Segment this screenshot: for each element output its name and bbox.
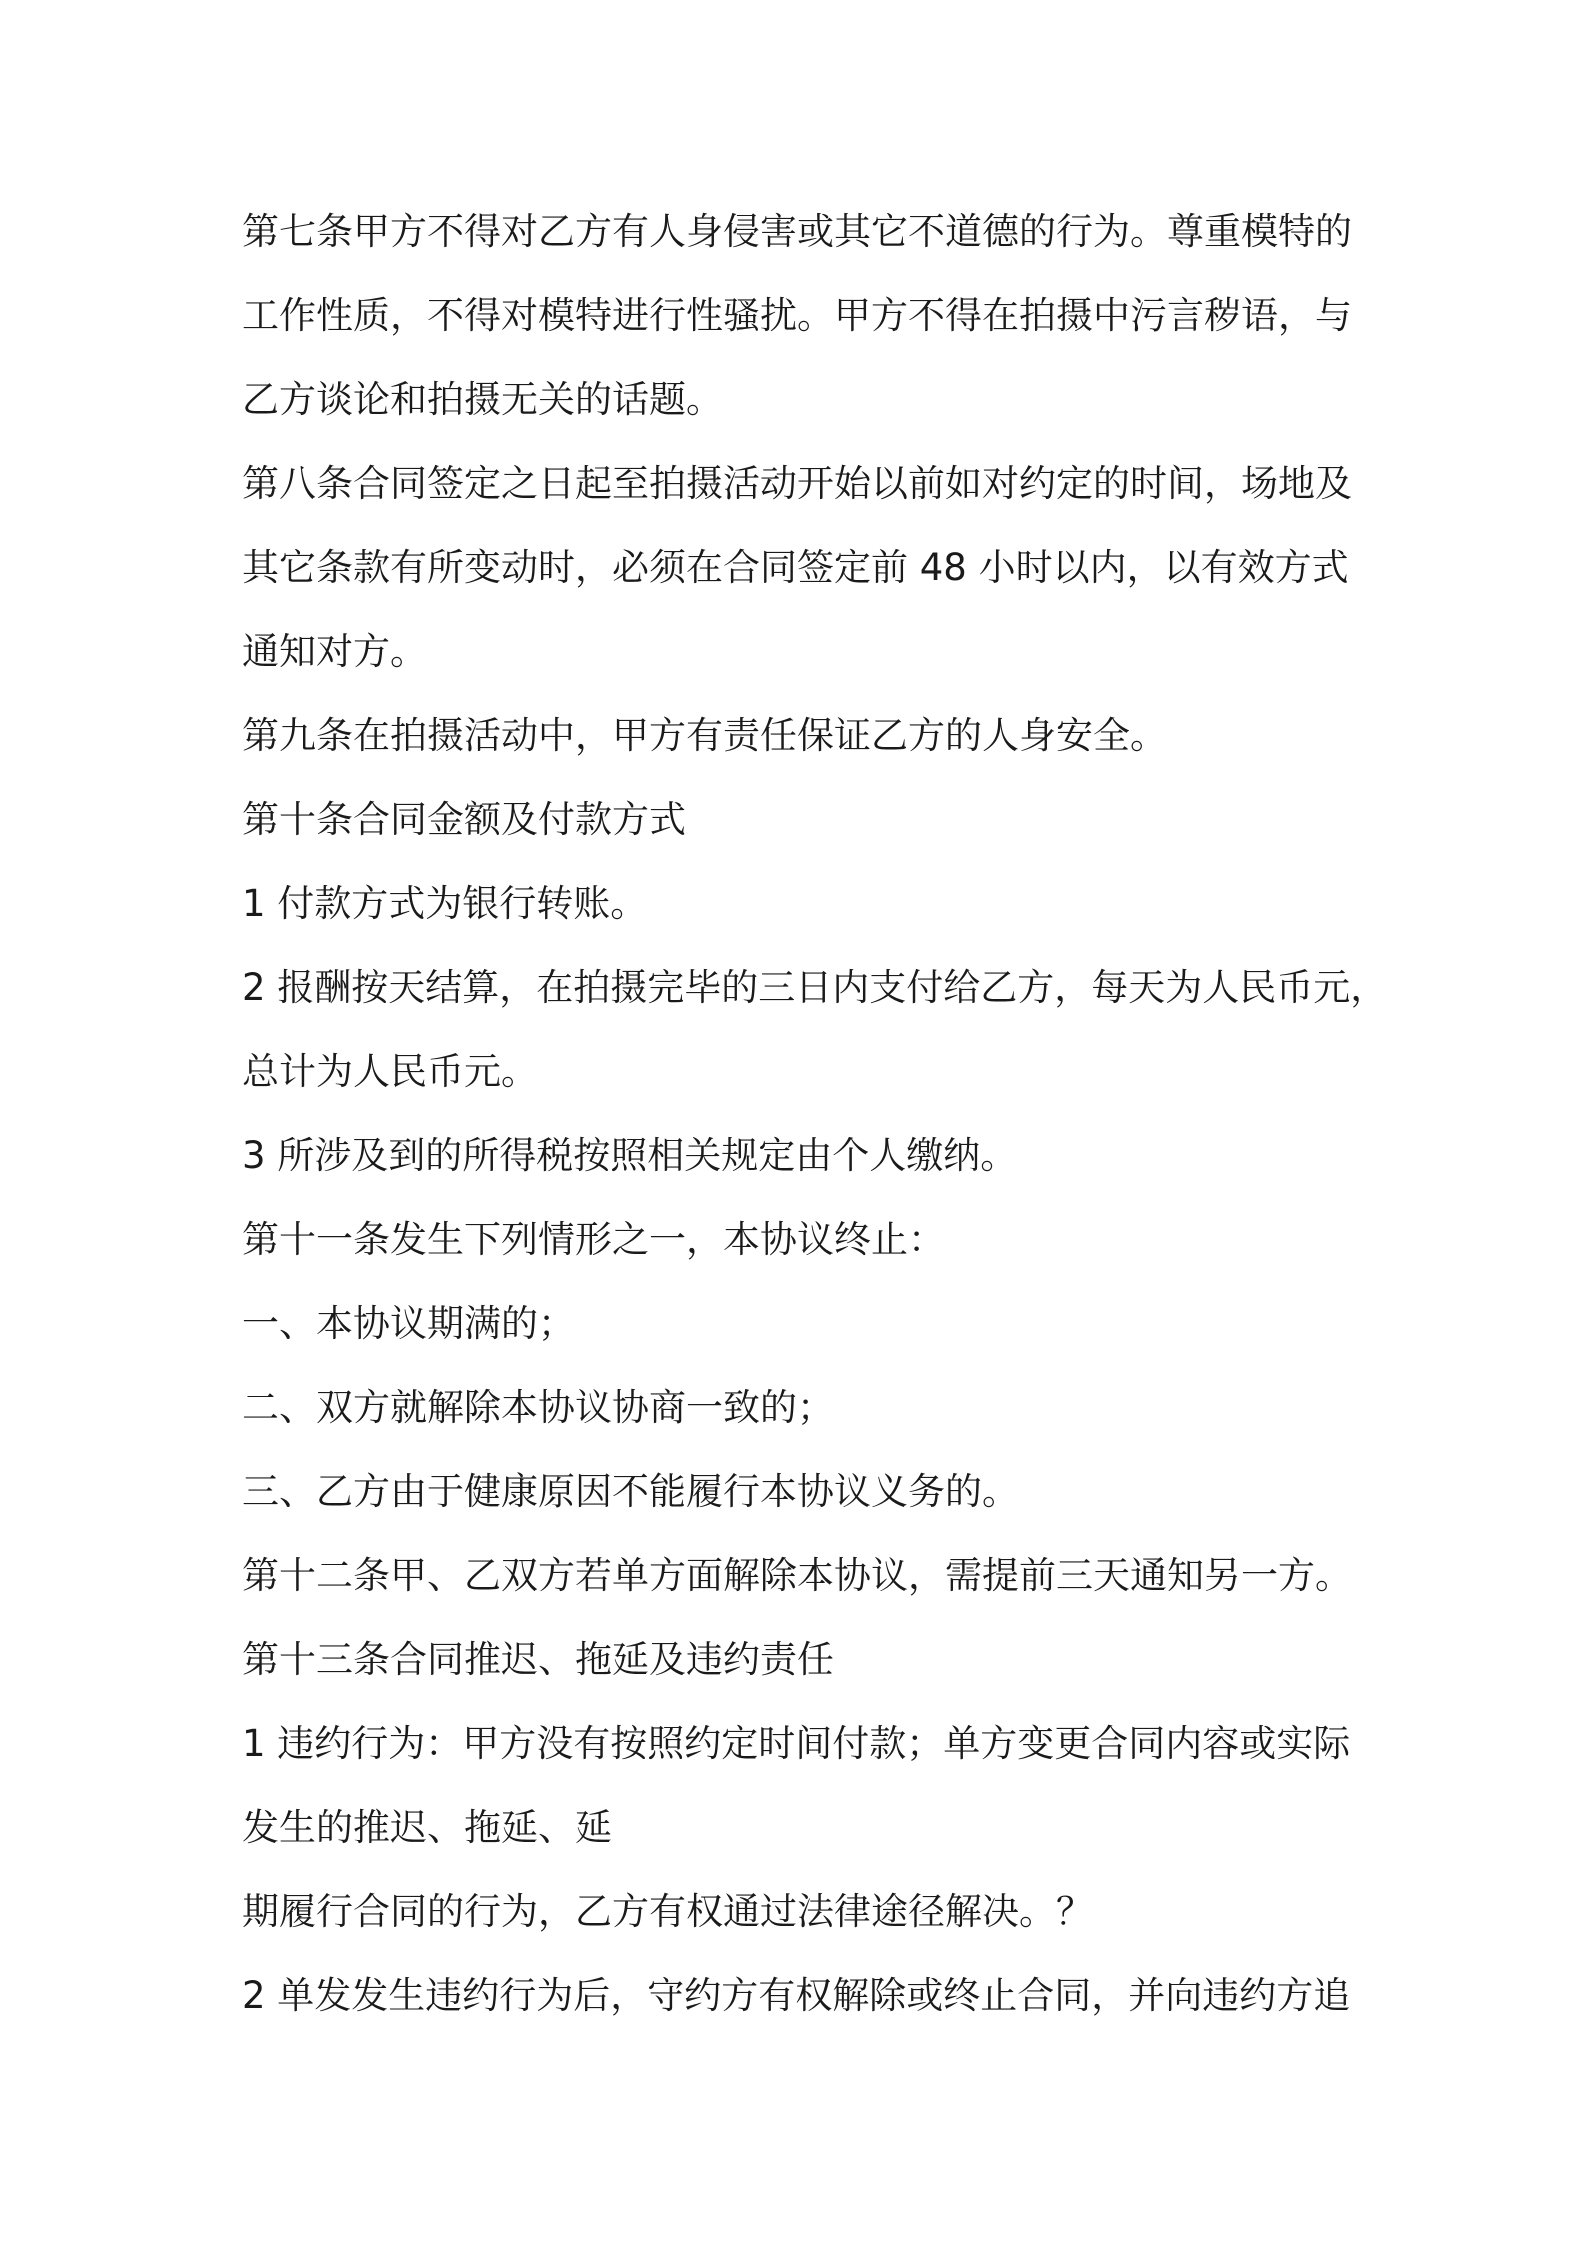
clause-7-line-1: 第七条甲方不得对乙方有人身侵害或其它不道德的行为。尊重模特的	[242, 210, 1352, 253]
clause-10-item-1: 1 付款方式为银行转账。	[242, 882, 648, 925]
clause-8-line-2: 其它条款有所变动时，必须在合同签定前 48 小时以内，以有效方式	[242, 546, 1349, 589]
clause-7-line-3: 乙方谈论和拍摄无关的话题。	[242, 378, 723, 421]
contract-text	[242, 190, 1388, 2038]
clause-10-item-2-line-1: 2 报酬按天结算，在拍摄完毕的三日内支付给乙方，每天为人民币元，	[242, 966, 1388, 1009]
clause-9: 第九条在拍摄活动中，甲方有责任保证乙方的人身安全。	[242, 714, 1167, 757]
clause-7-line-2: 工作性质，不得对模特进行性骚扰。甲方不得在拍摄中污言秽语，与	[242, 294, 1352, 337]
clause-11-item-3: 三、乙方由于健康原因不能履行本协议义务的。	[242, 1470, 1019, 1513]
clause-8-line-1: 第八条合同签定之日起至拍摄活动开始以前如对约定的时间，场地及	[242, 462, 1352, 505]
clause-13-item-2-line-1: 2 单发发生违约行为后，守约方有权解除或终止合同，并向违约方追	[242, 1974, 1351, 2017]
clause-12: 第十二条甲、乙双方若单方面解除本协议，需提前三天通知另一方。	[242, 1554, 1352, 1597]
clause-11-heading: 第十一条发生下列情形之一，本协议终止：	[242, 1218, 945, 1261]
clause-13-item-1-line-2: 发生的推迟、拖延、延	[242, 1806, 612, 1849]
clause-11-item-1: 一、本协议期满的；	[242, 1302, 575, 1345]
clause-13-item-1-line-3: 期履行合同的行为，乙方有权通过法律途径解决。？	[242, 1890, 1093, 1933]
clause-11-item-2: 二、双方就解除本协议协商一致的；	[242, 1386, 834, 1429]
clause-10-item-2-line-2: 总计为人民币元。	[242, 1050, 538, 1093]
clause-10-heading: 第十条合同金额及付款方式	[242, 798, 686, 841]
clause-10-item-3: 3 所涉及到的所得税按照相关规定由个人缴纳。	[242, 1134, 1018, 1177]
clause-13-heading: 第十三条合同推迟、拖延及违约责任	[242, 1638, 834, 1681]
clause-13-item-1-line-1: 1 违约行为：甲方没有按照约定时间付款；单方变更合同内容或实际	[242, 1722, 1351, 1765]
clause-8-line-3: 通知对方。	[242, 630, 427, 673]
